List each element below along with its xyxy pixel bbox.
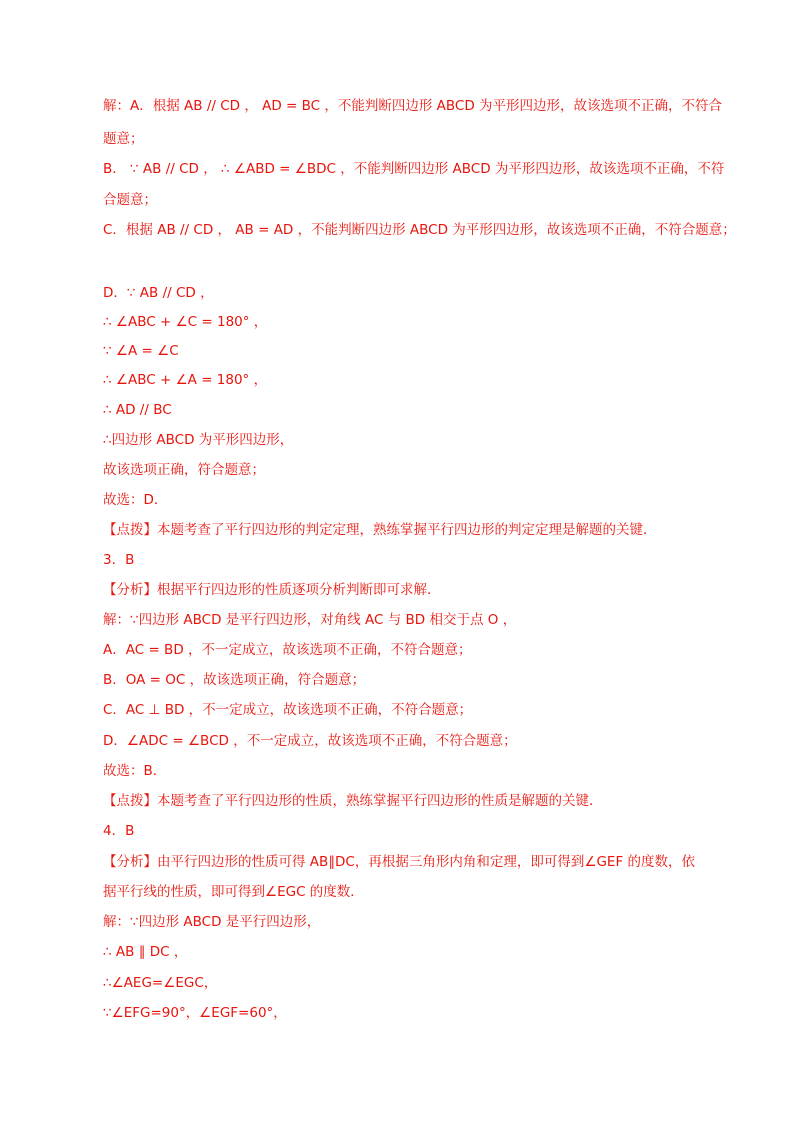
text-line: 解：∵四边形 ABCD 是平行四边形，对角线 AC 与 BD 相交于点 O ，	[103, 612, 517, 628]
text-line: D．∵ AB // CD ，	[103, 285, 214, 301]
text-line: 解：∵四边形 ABCD 是平行四边形，	[103, 914, 321, 930]
text-line: ∵ ∠A = ∠C	[103, 343, 179, 359]
text-line: 3．B	[103, 552, 135, 568]
text-line: 故选：D．	[103, 492, 168, 508]
text-line: 4．B	[103, 823, 135, 839]
text-line: B． ∵ AB // CD ， ∴ ∠ABD = ∠BDC ，不能判断四边形 ABCD 为平形四边形，故该选项不正确，不符	[103, 161, 725, 177]
text-line: ∴四边形 ABCD 为平形四边形，	[103, 432, 294, 448]
text-line: ∴ ∠ABC + ∠C = 180° ，	[103, 314, 268, 330]
text-line: 故该选项正确，符合题意；	[103, 462, 265, 478]
text-line: C．根据 AB // CD ， AB = AD ，不能判断四边形 ABCD 为平形四边形，故该选项不正确，不符合题意；	[103, 222, 736, 238]
text-line: 【分析】由平行四边形的性质可得 AB∥DC，再根据三角形内角和定理，即可得到∠GEF 的度数，依	[103, 854, 696, 870]
text-line: 合题意；	[103, 192, 157, 208]
text-line: 故选：B．	[103, 763, 167, 779]
text-line: D．∠ADC = ∠BCD ，不一定成立，故该选项不正确，不符合题意；	[103, 733, 517, 749]
text-line: 【分析】根据平行四边形的性质逐项分析判断即可求解．	[103, 582, 441, 598]
text-line: C．AC ⊥ BD ，不一定成立，故该选项不正确，不符合题意；	[103, 702, 473, 718]
text-line: 解：A．根据 AB // CD ， AD = BC ，不能判断四边形 ABCD 为平形四边形，故该选项不正确，不符合	[103, 98, 723, 114]
text-line: ∵∠EFG=90°，∠EGF=60°，	[103, 1005, 287, 1021]
text-line: A．AC = BD ，不一定成立，故该选项不正确，不符合题意；	[103, 642, 472, 658]
text-line: ∴ AD // BC	[103, 402, 172, 418]
text-line: 【点拨】本题考查了平行四边形的判定定理，熟练掌握平行四边形的判定定理是解题的关键．	[103, 522, 657, 538]
text-line: 据平行线的性质，即可得到∠EGC 的度数．	[103, 884, 364, 900]
text-line: 题意；	[103, 131, 144, 147]
text-line: B．OA = OC ，故该选项正确，符合题意；	[103, 672, 366, 688]
text-line: 【点拨】本题考查了平行四边形的性质，熟练掌握平行四边形的性质是解题的关键．	[103, 793, 603, 809]
text-line: ∴ ∠ABC + ∠A = 180° ，	[103, 372, 268, 388]
text-line: ∴∠AEG=∠EGC，	[103, 975, 218, 991]
text-line: ∴ AB ∥ DC ，	[103, 944, 188, 960]
